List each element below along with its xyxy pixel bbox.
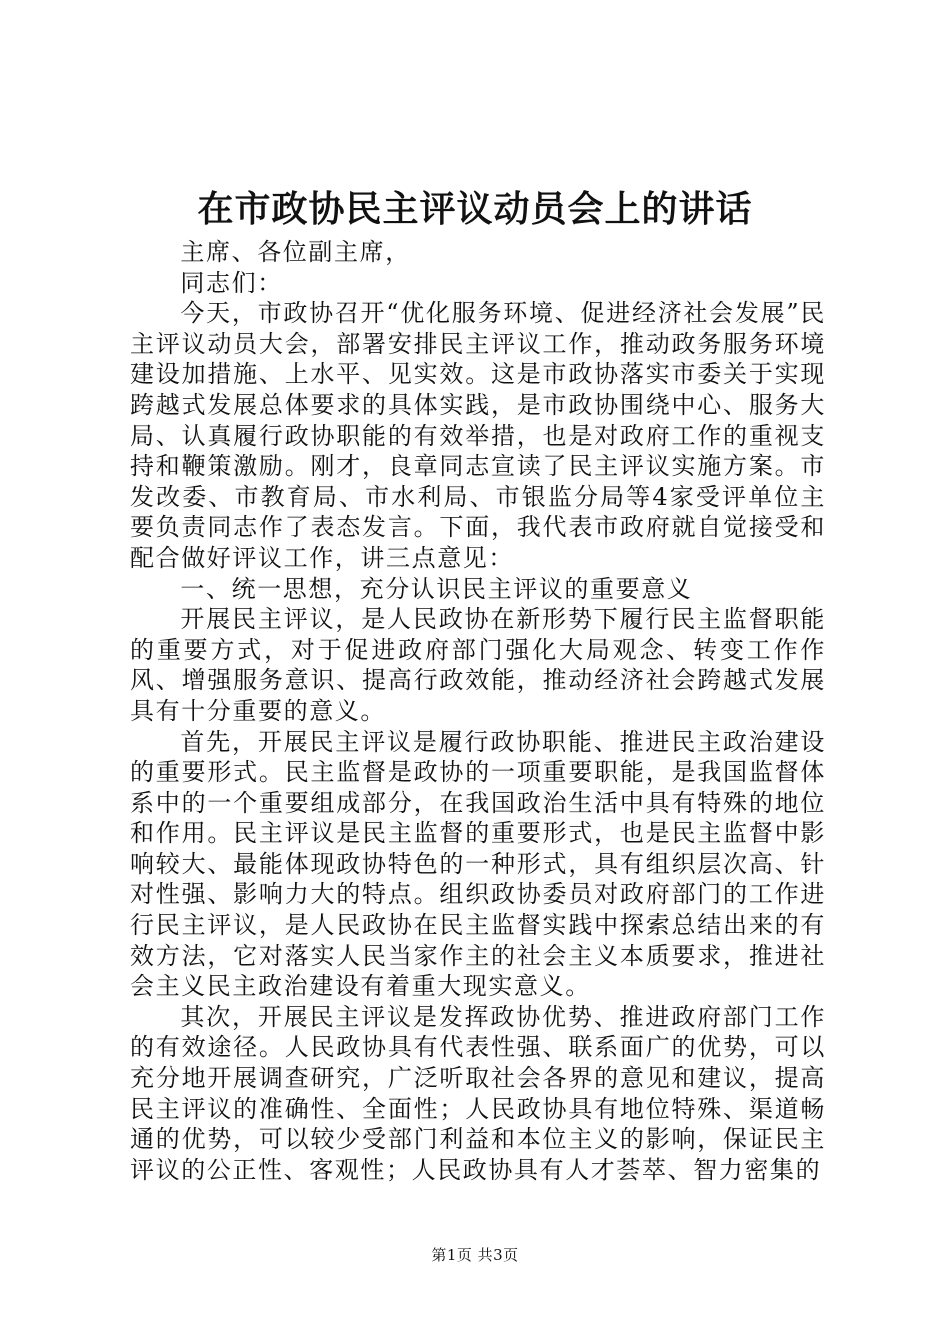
paragraph: 开展民主评议，是人民政协在新形势下履行民主监督职能的重要方式，对于促进政府部门强化大局观念、转变工作作风、增强服务意识、提高行政效能，推动经济社会跨越式发展具有十分重要的意义。 bbox=[130, 605, 826, 725]
document-body bbox=[130, 237, 826, 1185]
paragraph: 其次，开展民主评议是发挥政协优势、推进政府部门工作的有效途径。人民政协具有代表性强、联系面广的优势，可以充分地开展调查研究，广泛听取社会各界的意见和建议，提高民主评议的准确性、全面性；人民政协具有地位特殊、渠道畅通的优势，可以较少受部门利益和本位主义的影响，保证民主评议的公正性、客观性；人民政协具有人才荟萃、智力密集的 bbox=[130, 1002, 826, 1184]
salutation-line: 主席、各位副主席， bbox=[180, 238, 411, 266]
document-title: 在市政协民主评议动员会上的讲话 bbox=[197, 188, 753, 230]
paragraph: 首先，开展民主评议是履行政协职能、推进民主政治建设的重要形式。民主监督是政协的一项重要职能，是我国监督体系中的一个重要组成部分，在我国政治生活中具有特殊的地位和作用。民主评议是民主监督的重要形式，也是民主监督中影响较大、最能体现政协特色的一种形式，具有组织层次高、针对性强、影响力大的特点。组织政协委员对政府部门的工作进行民主评议，是人民政协在民主监督实践中探索总结出来的有效方法，它对落实人民当家作主的社会主义本质要求，推进社会主义民主政治建设有着重大现实意义。 bbox=[130, 727, 826, 1001]
section-heading: 一、统一思想，充分认识民主评议的重要意义 bbox=[180, 574, 693, 603]
salutation-line: 同志们： bbox=[180, 268, 283, 297]
page-number-footer: 第1页 共3页 bbox=[431, 1246, 519, 1264]
paragraph: 今天，市政协召开“优化服务环境、促进经济社会发展”民主评议动员大会，部署安排民主评议工作，推动政务服务环境建设加措施、上水平、见实效。这是市政协落实市委关于实现跨越式发展总体要求的具体实践，是市政协围绕中心、服务大局、认真履行政协职能的有效举措，也是对政府工作的重视支持和鞭策激励。刚才，良章同志宣读了民主评议实施方案。市发改委、市教育局、市水利局、市银监分局等4家受评单位主要负责同志作了表态发言。下面，我代表市政府就自觉接受和配合做好评议工作，讲三点意见： bbox=[130, 299, 826, 572]
